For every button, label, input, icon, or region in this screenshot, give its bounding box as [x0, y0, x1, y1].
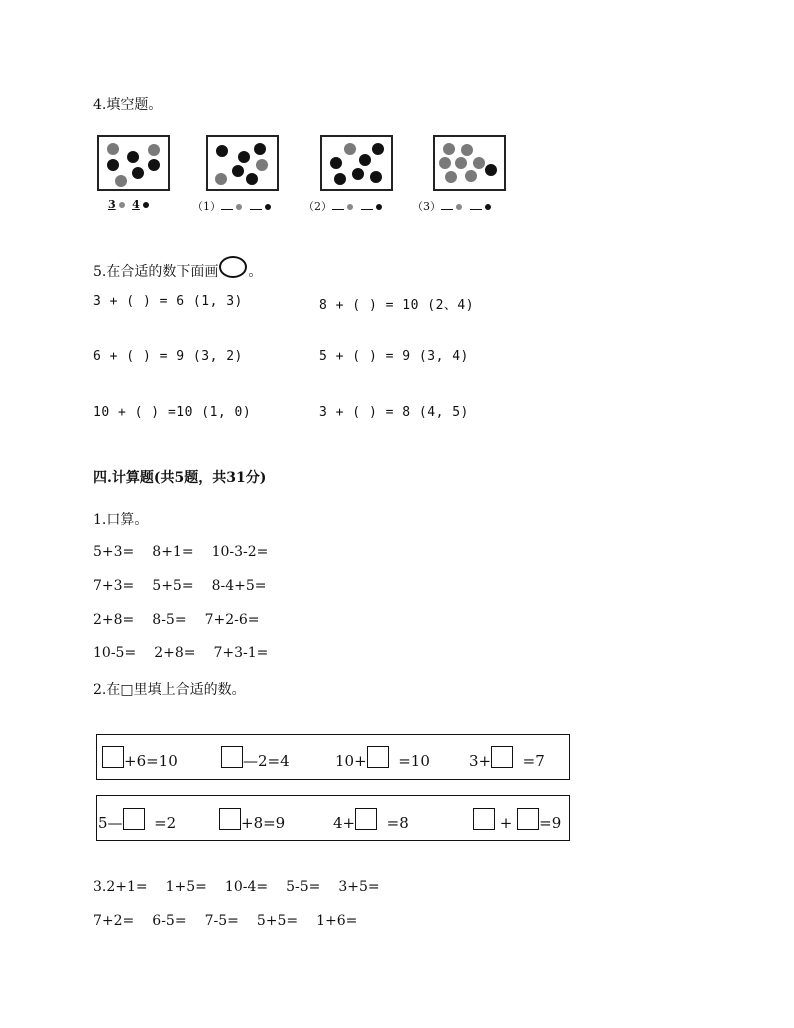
black-dot	[330, 157, 342, 169]
black-dot	[127, 151, 139, 163]
gray-dot	[115, 175, 127, 187]
box-row-2: 5— =2 +8=9 4+ =8 + =9	[96, 795, 570, 841]
gray-dot	[461, 144, 473, 156]
black-small-dot	[485, 204, 491, 210]
answer-box[interactable]	[517, 808, 539, 830]
black-dot	[370, 171, 382, 183]
q5-row-1-right: 8 + ( ) = 10 (2、4)	[319, 298, 475, 313]
black-dot	[359, 154, 371, 166]
gray-dot	[443, 143, 455, 155]
caption-2: （1）	[192, 198, 275, 214]
answer-box[interactable]	[102, 746, 124, 768]
gray-dot	[445, 171, 457, 183]
q5-row-2-left: 6 + ( ) = 9 (3, 2)	[93, 349, 243, 364]
circle-icon	[219, 256, 247, 278]
gray-dot	[465, 170, 477, 182]
gray-dot	[439, 157, 451, 169]
section-heading: 四.计算题(共5题，共31分)	[93, 470, 267, 486]
caption-3: （2）	[303, 198, 386, 214]
answer-blank[interactable]	[470, 201, 482, 210]
black-dot	[238, 151, 250, 163]
answer-blank[interactable]	[441, 201, 453, 210]
dot-box-1	[97, 135, 170, 191]
gray-dot	[107, 143, 119, 155]
answer-blank[interactable]	[361, 201, 373, 210]
gray-small-dot	[119, 202, 125, 208]
answer-box[interactable]	[367, 746, 389, 768]
gray-dot	[344, 143, 356, 155]
q1-line-2: 7+3= 5+5= 8-4+5=	[93, 578, 267, 594]
black-small-dot	[376, 204, 382, 210]
answer-box[interactable]	[473, 808, 495, 830]
dot-box-4	[433, 135, 506, 191]
gray-small-dot	[236, 204, 242, 210]
black-dot	[107, 159, 119, 171]
black-dot	[485, 164, 497, 176]
answer-box[interactable]	[355, 808, 377, 830]
answer-box[interactable]	[491, 746, 513, 768]
q1-title: 1.口算。	[93, 512, 149, 528]
dot-box-2	[206, 135, 279, 191]
dot-box-3	[320, 135, 393, 191]
black-dot	[372, 143, 384, 155]
black-dot	[246, 173, 258, 185]
black-small-dot	[265, 204, 271, 210]
q1-line-1: 5+3= 8+1= 10-3-2=	[93, 544, 269, 560]
gray-small-dot	[347, 204, 353, 210]
q5-row-1-left: 3 + ( ) = 6 (1, 3)	[93, 294, 243, 309]
gray-dot	[455, 157, 467, 169]
q5-row-3-right: 3 + ( ) = 8 (4, 5)	[319, 405, 469, 420]
answer-box[interactable]	[221, 746, 243, 768]
answer-box[interactable]	[123, 808, 145, 830]
gray-dot	[148, 144, 160, 156]
black-small-dot	[143, 202, 149, 208]
answer-blank[interactable]	[332, 201, 344, 210]
gray-small-dot	[456, 204, 462, 210]
black-dot	[352, 168, 364, 180]
q3-line-1: 3.2+1= 1+5= 10-4= 5-5= 3+5=	[93, 879, 380, 895]
q1-line-3: 2+8= 8-5= 7+2-6=	[93, 612, 260, 628]
q2-title: 2.在□里填上合适的数。	[93, 682, 246, 698]
box-row-1: +6=10 —2=4 10+ =10 3+ =7	[96, 734, 570, 780]
black-dot	[254, 143, 266, 155]
q5-title: 5.在合适的数下面画 。	[93, 256, 262, 281]
q3-line-2: 7+2= 6-5= 7-5= 5+5= 1+6=	[93, 913, 358, 929]
black-dot	[216, 145, 228, 157]
q1-line-4: 10-5= 2+8= 7+3-1=	[93, 645, 269, 661]
q4-title: 4.填空题。	[93, 97, 163, 113]
answer-blank[interactable]	[250, 201, 262, 210]
answer-box[interactable]	[219, 808, 241, 830]
caption-1: 3 4	[108, 198, 153, 211]
q5-row-2-right: 5 + ( ) = 9 (3, 4)	[319, 349, 469, 364]
q5-row-3-left: 10 + ( ) =10 (1, 0)	[93, 405, 252, 420]
black-dot	[132, 167, 144, 179]
caption-4: （3）	[412, 198, 495, 214]
gray-dot	[256, 159, 268, 171]
gray-dot	[473, 157, 485, 169]
black-dot	[232, 165, 244, 177]
black-dot	[334, 173, 346, 185]
answer-blank[interactable]	[221, 201, 233, 210]
black-dot	[148, 159, 160, 171]
gray-dot	[215, 173, 227, 185]
